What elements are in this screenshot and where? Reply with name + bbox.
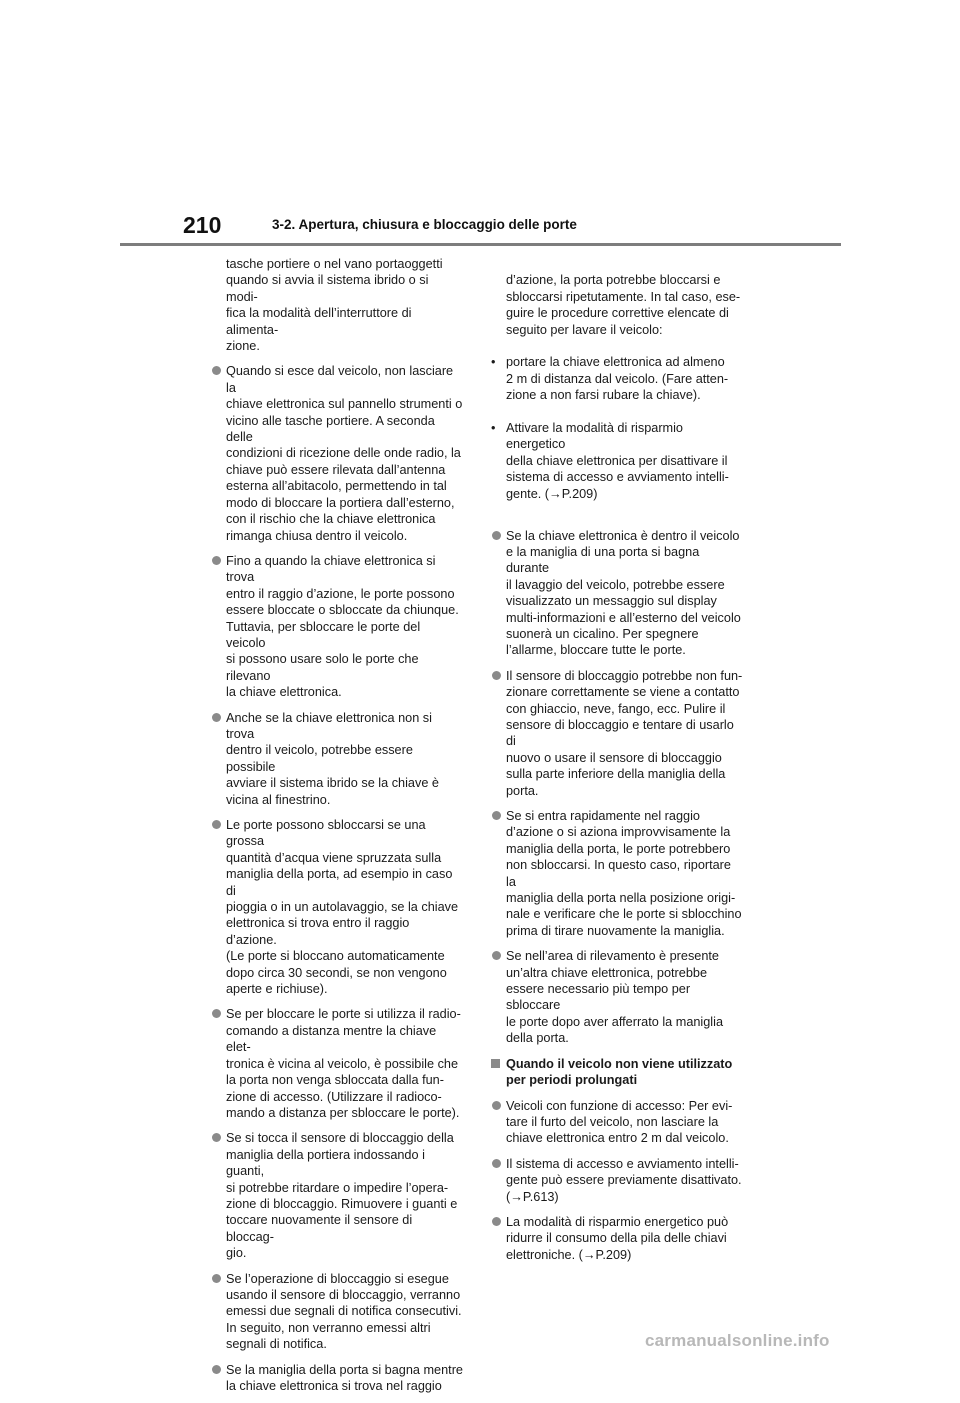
bullet-icon	[212, 1009, 221, 1018]
dot-list-item-text: Attivare la modalità di risparmio energetico della chiave elettronica per disattivare il sistema di accesso e avviamento intelli- gente. (→P.209)	[506, 421, 729, 501]
dot-bullet-icon: •	[491, 421, 496, 436]
bullet-icon	[212, 820, 221, 829]
watermark-logo: carmanualsonline.info	[645, 1331, 830, 1350]
continuation-text: tasche portiere o nel vano portaoggetti quando si avvia il sistema ibrido o si modi- fica la modalità dell’interruttore di alimenta- zione.	[226, 257, 443, 354]
list-item-text: Se la maniglia della porta si bagna mentre la chiave elettronica si trova nel raggio	[226, 1362, 463, 1393]
list-item	[211, 1271, 463, 1353]
list-item	[211, 1006, 463, 1121]
list-item-text: Il sistema di accesso e avviamento intelli- gente può essere previamente disattivato. (→P.613)	[506, 1156, 742, 1204]
subsection-heading-text: Quando il veicolo non viene utilizzato per periodi prolungati	[506, 1056, 733, 1088]
bullet-icon	[492, 1101, 501, 1110]
bullet-icon	[212, 1133, 221, 1142]
list-item	[491, 808, 743, 939]
bullet-icon	[492, 531, 501, 540]
list-item	[491, 948, 743, 1046]
section-title: 3-2. Apertura, chiusura e bloccaggio delle porte	[272, 217, 577, 232]
list-item	[491, 528, 743, 659]
list-item-text: Se si tocca il sensore di bloccaggio della maniglia della portiera indossando i guanti, si potrebbe ritardare o impedire l’opera- zione di bloccaggio. Rimuovere i guanti e toccare nuovamente il sensore di bloccag- gio.	[226, 1131, 458, 1261]
bullet-icon	[212, 366, 221, 375]
bullet-icon	[492, 951, 501, 960]
continuation-text: d’azione, la porta potrebbe bloccarsi e sbloccarsi ripetutamente. In tal caso, ese- guire le procedure correttive elencate di seguito per lavare il veicolo:	[506, 273, 741, 337]
list-item	[491, 1098, 743, 1147]
dot-list-item-text: portare la chiave elettronica ad almeno 2 m di distanza dal veicolo. (Fare atten- zione a non farsi rubare la chiave).	[506, 355, 729, 403]
bullet-icon	[492, 1217, 501, 1226]
list-item-text: Anche se la chiave elettronica non si trova dentro il veicolo, potrebbe essere possibile avviare il sistema ibrido se la chiave è vicina al finestrino.	[226, 710, 439, 807]
list-item-text: Quando si esce dal veicolo, non lasciare la chiave elettronica sul pannello strumenti o vicino alle tasche portiere. A seconda delle condizioni di ricezione delle onde radio, la chiave può essere rilevata dall’antenna esterna all’abitacolo, permettendo in tal modo di bloccare la portiera dall’esterno, con il rischio che la chiave elettronica rimanga chiusa dentro il veicolo.	[226, 364, 463, 543]
list-item-text: Il sensore di bloccaggio potrebbe non fun- zionare correttamente se viene a contatto con ghiaccio, neve, fango, ecc. Pulire il sensore di bloccaggio e tentare di usarlo di nuovo o usare il sensore di bloccaggio sulla parte inferiore della maniglia della porta.	[506, 668, 743, 798]
list-item-text: Fino a quando la chiave elettronica si trova entro il raggio d’azione, le porte possono essere bloccate o sbloccate da chiunque. Tuttavia, per sbloccare le porte del veicolo si possono usare solo le porte che rilevano la chiave elettronica.	[226, 553, 459, 700]
list-item	[491, 1156, 743, 1205]
list-item	[211, 1362, 463, 1395]
bullet-icon	[492, 1159, 501, 1168]
dot-bullet-icon: •	[491, 355, 496, 370]
page-number: 210	[183, 212, 222, 238]
header-divider	[120, 243, 841, 246]
list-item-text: Se la chiave elettronica è dentro il veicolo e la maniglia di una porta si bagna durante il lavaggio del veicolo, potrebbe essere visualizzato un messaggio sul display multi-informazioni e all’esterno del veicolo suonerà un cicalino. Per spegnere l’allarme, bloccare tutte le porte.	[506, 528, 741, 658]
square-bullet-icon	[491, 1059, 500, 1068]
right-column	[491, 256, 743, 1272]
list-item	[211, 710, 463, 808]
list-item	[211, 1130, 463, 1261]
bullet-icon	[492, 811, 501, 820]
dot-list-item	[491, 420, 743, 502]
list-item-text: Se nell’area di rilevamento è presente un’altra chiave elettronica, potrebbe essere necessario più tempo per sbloccare le porte dopo aver afferrato la maniglia della porta.	[506, 949, 723, 1046]
list-item	[211, 817, 463, 997]
bullet-icon	[212, 556, 221, 565]
dot-list-item	[491, 354, 743, 403]
bullet-icon	[212, 1365, 221, 1374]
list-item	[211, 553, 463, 701]
continuation-block	[491, 256, 743, 519]
list-item-text: Se l’operazione di bloccaggio si esegue usando il sensore di bloccaggio, verranno emessi due segnali di notifica consecutivi. In seguito, non verranno emessi altri segnali di notifica.	[226, 1271, 462, 1352]
list-item-text: Le porte possono sbloccarsi se una grossa quantità d’acqua viene spruzzata sulla maniglia della porta, ad esempio in caso di pioggia o in un autolavaggio, se la chiave elettronica si trova entro il raggio d’azione. (Le porte si bloccano automaticamente dopo circa 30 secondi, se non vengono aperte e richiuse).	[226, 818, 459, 997]
bullet-icon	[212, 713, 221, 722]
list-item-text: La modalità di risparmio energetico può ridurre il consumo della pila delle chiavi elettroniche. (→P.209)	[506, 1214, 729, 1262]
list-item	[211, 363, 463, 543]
left-column	[211, 256, 463, 1403]
list-item	[491, 668, 743, 799]
bullet-icon	[212, 1274, 221, 1283]
list-item	[491, 1214, 743, 1263]
list-item-text: Se si entra rapidamente nel raggio d’azione o si aziona improvvisamente la maniglia della porta, le porte potrebbero non sbloccarsi. In questo caso, riportare la maniglia della porta nella posizione origi- nale e verificare che le porte si sblocchino prima di tirare nuovamente la maniglia.	[506, 809, 742, 938]
list-item-text: Veicoli con funzione di accesso: Per evi- tare il furto del veicolo, non lasciare la chiave elettronica entro 2 m dal veicolo.	[506, 1098, 733, 1146]
page-header	[0, 0, 960, 250]
list-item-text: Se per bloccare le porte si utilizza il radio- comando a distanza mentre la chiave elet- tronica è vicina al veicolo, è possibile che la porta non venga sbloccata dalla fun- zione di accesso. (Utilizzare il radioco- mando a distanza per sbloccare le porte).	[226, 1007, 461, 1120]
bullet-icon	[492, 671, 501, 680]
subsection-heading	[491, 1056, 743, 1089]
